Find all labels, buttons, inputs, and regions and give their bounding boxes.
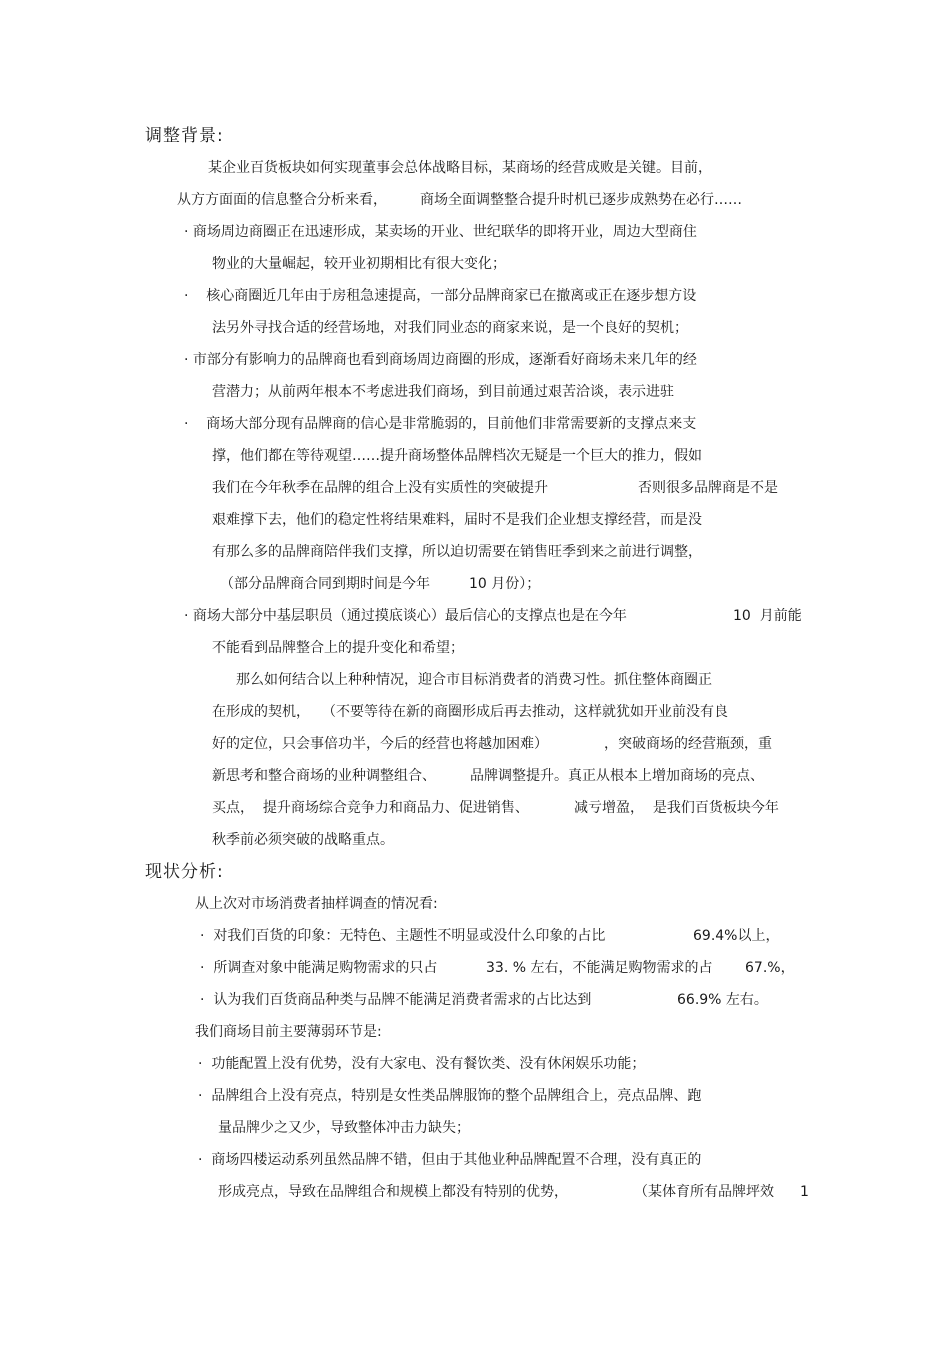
bullet-item: · 认为我们百货商品种类与品牌不能满足消费者需求的占比达到 bbox=[200, 992, 592, 1008]
paragraph-line: 品牌调整提升。真正从根本上增加商场的亮点、 bbox=[470, 768, 764, 784]
paragraph-line: 减亏增盈， 是我们百货板块今年 bbox=[574, 800, 779, 816]
bullet-item: 10 月前能 bbox=[733, 608, 802, 624]
section-heading-background: 调整背景: bbox=[145, 126, 224, 146]
bullet-continuation: 营潜力；从前两年根本不考虑进我们商场，到目前通过艰苦洽谈，表示进驻 bbox=[212, 384, 674, 400]
bullet-item: · 功能配置上没有优势，没有大家电、没有餐饮类、没有休闲娱乐功能； bbox=[198, 1056, 646, 1072]
paragraph-line: 买点， 提升商场综合竞争力和商品力、促进销售、 bbox=[212, 800, 529, 816]
bullet-item: 66.9% 左右。 bbox=[677, 992, 768, 1008]
paragraph-line: （不要等待在新的商圈形成后再去推动，这样就犹如开业前没有良 bbox=[322, 704, 728, 720]
bullet-continuation: 有那么多的品牌商陪伴我们支撑，所以迫切需要在销售旺季到来之前进行调整， bbox=[212, 544, 702, 560]
bullet-continuation: 我们在今年秋季在品牌的组合上没有实质性的突破提升 bbox=[212, 480, 548, 496]
bullet-item: · 商场大部分中基层职员（通过摸底谈心）最后信心的支撑点也是在今年 bbox=[184, 608, 627, 624]
bullet-item: 69.4%以上， bbox=[693, 928, 780, 944]
bullet-item: · 商场大部分现有品牌商的信心是非常脆弱的，目前他们非常需要新的支撑点来支 bbox=[184, 416, 697, 432]
bullet-item: · 商场周边商圈正在迅速形成，某卖场的开业、世纪联华的即将开业，周边大型商住 bbox=[184, 224, 697, 240]
section-heading-analysis: 现状分析: bbox=[145, 862, 224, 882]
bullet-continuation: 形成亮点，导致在品牌组合和规模上都没有特别的优势， bbox=[218, 1184, 568, 1200]
bullet-item: · 对我们百货的印象：无特色、主题性不明显或没什么印象的占比 bbox=[200, 928, 606, 944]
bullet-item: · 市部分有影响力的品牌商也看到商场周边商圈的形成，逐渐看好商场未来几年的经 bbox=[184, 352, 697, 368]
bullet-continuation: 量品牌少之又少，导致整体冲击力缺失； bbox=[218, 1120, 470, 1136]
paragraph-line: 某企业百货板块如何实现董事会总体战略目标，某商场的经营成败是关键。目前， bbox=[208, 160, 712, 176]
bullet-continuation: 法另外寻找合适的经营场地，对我们同业态的商家来说，是一个良好的契机； bbox=[212, 320, 688, 336]
bullet-item: · 品牌组合上没有亮点，特别是女性类品牌服饰的整个品牌组合上，亮点品牌、跑 bbox=[198, 1088, 702, 1104]
bullet-item: 33. % 左右，不能满足购物需求的占 bbox=[486, 960, 713, 976]
paragraph-line: 商场全面调整整合提升时机已逐步成熟势在必行…… bbox=[420, 192, 742, 208]
bullet-item: 67.%， bbox=[745, 960, 795, 976]
paragraph-line: 那么如何结合以上种种情况，迎合市目标消费者的消费习性。抓住整体商圈正 bbox=[236, 672, 712, 688]
paragraph-line: 好的定位，只会事倍功半，今后的经营也将越加困难） bbox=[212, 736, 548, 752]
bullet-continuation: 1 bbox=[800, 1184, 809, 1200]
bullet-continuation: 撑，他们都在等待观望……提升商场整体品牌档次无疑是一个巨大的推力，假如 bbox=[212, 448, 702, 464]
bullet-continuation: （部分品牌商合同到期时间是今年 bbox=[220, 576, 430, 592]
bullet-item: · 商场四楼运动系列虽然品牌不错，但由于其他业种品牌配置不合理，没有真正的 bbox=[198, 1152, 702, 1168]
paragraph-line: 秋季前必须突破的战略重点。 bbox=[212, 832, 394, 848]
paragraph-line: 从上次对市场消费者抽样调查的情况看: bbox=[195, 896, 438, 912]
paragraph-line: 新思考和整合商场的业种调整组合、 bbox=[212, 768, 436, 784]
paragraph-line: 在形成的契机， bbox=[212, 704, 310, 720]
bullet-continuation: 物业的大量崛起，较开业初期相比有很大变化； bbox=[212, 256, 506, 272]
paragraph-line: 从方方面面的信息整合分析来看， bbox=[177, 192, 387, 208]
bullet-continuation: 10 月份）； bbox=[469, 576, 541, 592]
bullet-continuation: （某体育所有品牌坪效 bbox=[634, 1184, 774, 1200]
bullet-item: · 所调查对象中能满足购物需求的只占 bbox=[200, 960, 438, 976]
bullet-continuation: 不能看到品牌整合上的提升变化和希望； bbox=[212, 640, 464, 656]
paragraph-line: ，突破商场的经营瓶颈，重 bbox=[604, 736, 772, 752]
bullet-continuation: 艰难撑下去，他们的稳定性将结果难料，届时不是我们企业想支撑经营，而是没 bbox=[212, 512, 702, 528]
paragraph-line: 我们商场目前主要薄弱环节是: bbox=[195, 1024, 382, 1040]
bullet-continuation: 否则很多品牌商是不是 bbox=[638, 480, 778, 496]
bullet-item: · 核心商圈近几年由于房租急速提高，一部分品牌商家已在撤离或正在逐步想方设 bbox=[184, 288, 697, 304]
